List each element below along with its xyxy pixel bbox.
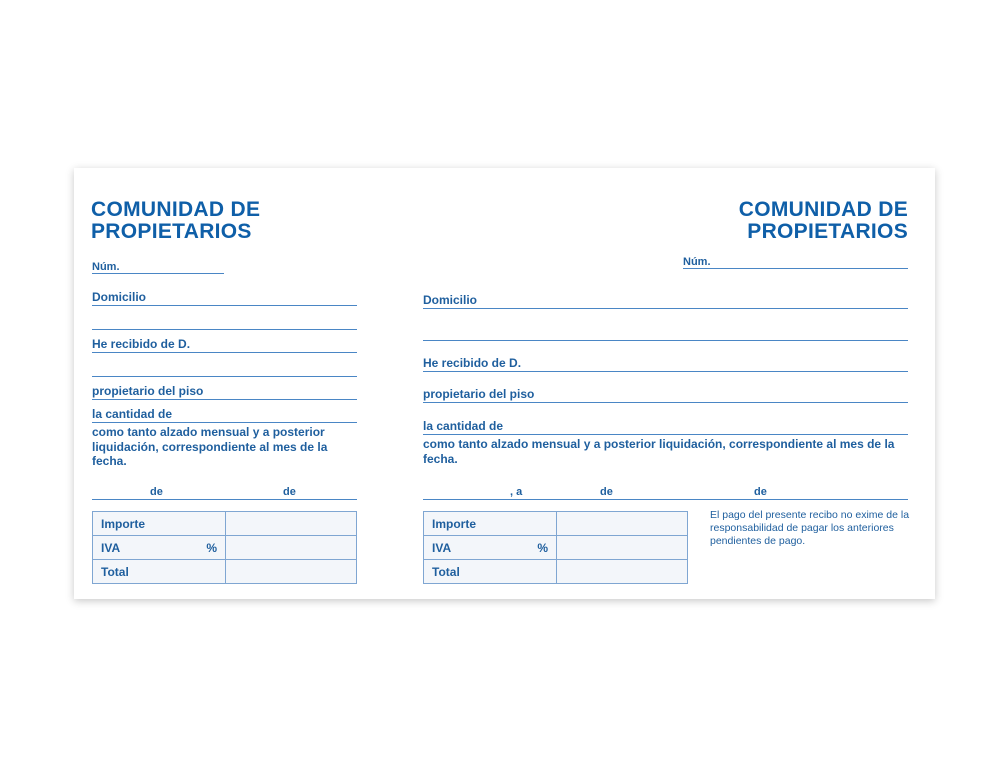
- left-recibido-line[interactable]: [92, 352, 357, 353]
- left-domicilio-line-2[interactable]: [92, 329, 357, 330]
- left-iva-field[interactable]: [226, 536, 357, 560]
- left-num-label: Núm.: [92, 261, 120, 273]
- left-cantidad-label: la cantidad de: [92, 407, 173, 421]
- left-propietario-label: propietario del piso: [92, 384, 204, 398]
- table-row: [93, 536, 357, 560]
- left-total-field[interactable]: [226, 560, 357, 584]
- table-row: [93, 512, 357, 536]
- table-row: [424, 536, 688, 560]
- left-date-line[interactable]: [92, 499, 357, 500]
- left-importe-field[interactable]: [226, 512, 357, 536]
- left-concepto-text: como tanto alzado mensual y a posterior liquidación, correspondiente al mes de la fecha.: [92, 425, 328, 468]
- left-title-line1: COMUNIDAD DE: [91, 198, 261, 221]
- right-propietario-line[interactable]: [423, 402, 908, 403]
- left-total-label: Total: [93, 560, 226, 584]
- right-title: [700, 199, 908, 243]
- right-num-label: Núm.: [683, 256, 711, 268]
- right-cantidad-line[interactable]: [423, 434, 908, 435]
- left-iva-label: IVA: [101, 540, 121, 555]
- right-recibido-label: He recibido de D.: [423, 356, 522, 370]
- right-importe-label: Importe: [424, 512, 557, 536]
- right-recibido-line[interactable]: [423, 371, 908, 372]
- left-importe-label: Importe: [93, 512, 226, 536]
- left-title: [91, 199, 260, 243]
- right-importe-field[interactable]: [557, 512, 688, 536]
- right-total-label: Total: [424, 560, 557, 584]
- right-iva-label: IVA: [432, 540, 452, 555]
- left-iva-cell: [93, 536, 226, 560]
- right-domicilio-label: Domicilio: [423, 293, 478, 307]
- right-date-line[interactable]: [423, 499, 908, 500]
- left-amount-table: [92, 511, 357, 584]
- right-payment-note: El pago del presente recibo no exime de la responsabilidad de pagar los anteriores pendientes de pago.: [710, 509, 910, 547]
- right-title-line2: PROPIETARIOS: [747, 220, 908, 243]
- right-iva-field[interactable]: [557, 536, 688, 560]
- table-row: [424, 512, 688, 536]
- left-num-line[interactable]: [92, 273, 224, 274]
- left-propietario-line[interactable]: [92, 399, 357, 400]
- left-date-de-2: de: [283, 486, 296, 498]
- left-title-line2: PROPIETARIOS: [91, 220, 252, 243]
- right-date-a: , a: [510, 486, 523, 498]
- left-domicilio-label: Domicilio: [92, 290, 147, 304]
- right-domicilio-line[interactable]: [423, 308, 908, 309]
- left-iva-pct: %: [206, 541, 217, 555]
- right-date-de-2: de: [754, 486, 767, 498]
- left-cantidad-line[interactable]: [92, 422, 357, 423]
- left-recibido-line-2[interactable]: [92, 376, 357, 377]
- right-amount-table: [423, 511, 688, 584]
- left-date-de-1: de: [150, 486, 163, 498]
- right-domicilio-line-2[interactable]: [423, 340, 908, 341]
- right-concepto-text: como tanto alzado mensual y a posterior liquidación, correspondiente al mes de la fecha.: [423, 437, 895, 466]
- right-iva-cell: [424, 536, 557, 560]
- right-num-line[interactable]: [683, 268, 908, 269]
- table-row: [93, 560, 357, 584]
- left-domicilio-line[interactable]: [92, 305, 357, 306]
- right-date-de-1: de: [600, 486, 613, 498]
- right-iva-pct: %: [537, 541, 548, 555]
- table-row: [424, 560, 688, 584]
- right-title-line1: COMUNIDAD DE: [738, 198, 908, 221]
- right-cantidad-label: la cantidad de: [423, 419, 504, 433]
- right-propietario-label: propietario del piso: [423, 387, 535, 401]
- right-total-field[interactable]: [557, 560, 688, 584]
- left-recibido-label: He recibido de D.: [92, 337, 191, 351]
